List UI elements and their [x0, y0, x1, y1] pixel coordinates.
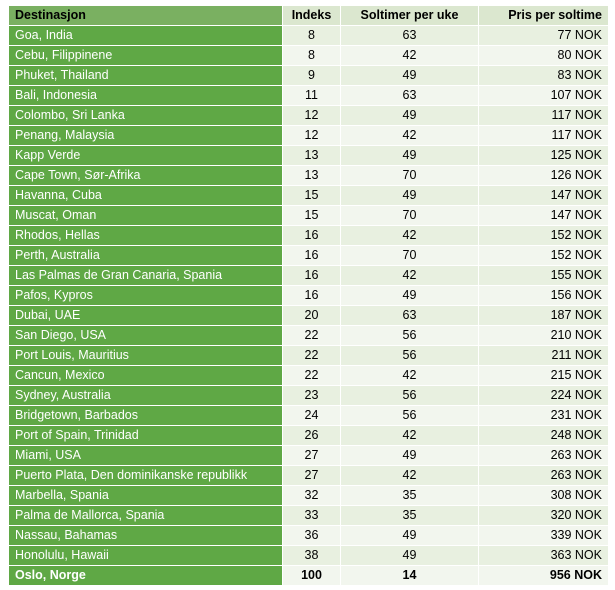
cell-price: 263 NOK	[479, 466, 609, 486]
cell-destination: Pafos, Kypros	[9, 286, 283, 306]
cell-price: 339 NOK	[479, 526, 609, 546]
cell-destination: Dubai, UAE	[9, 306, 283, 326]
cell-destination: Perth, Australia	[9, 246, 283, 266]
cell-destination: Honolulu, Hawaii	[9, 546, 283, 566]
cell-index: 100	[283, 566, 341, 586]
cell-index: 13	[283, 166, 341, 186]
cell-sun-hours: 49	[341, 66, 479, 86]
cell-sun-hours: 56	[341, 406, 479, 426]
cell-sun-hours: 35	[341, 506, 479, 526]
table-row[interactable]	[9, 266, 609, 286]
cell-index: 11	[283, 86, 341, 106]
cell-index: 15	[283, 186, 341, 206]
cell-price: 107 NOK	[479, 86, 609, 106]
table-row[interactable]	[9, 306, 609, 326]
cell-destination: Cebu, Filippinene	[9, 46, 283, 66]
cell-sun-hours: 49	[341, 146, 479, 166]
cell-sun-hours: 49	[341, 106, 479, 126]
cell-price: 211 NOK	[479, 346, 609, 366]
cell-index: 12	[283, 106, 341, 126]
cell-destination: Bali, Indonesia	[9, 86, 283, 106]
cell-destination: Port of Spain, Trinidad	[9, 426, 283, 446]
cell-index: 12	[283, 126, 341, 146]
cell-index: 16	[283, 226, 341, 246]
cell-index: 33	[283, 506, 341, 526]
cell-price: 117 NOK	[479, 106, 609, 126]
cell-sun-hours: 14	[341, 566, 479, 586]
cell-destination: Kapp Verde	[9, 146, 283, 166]
table-row[interactable]	[9, 166, 609, 186]
cell-destination: Port Louis, Mauritius	[9, 346, 283, 366]
cell-price: 308 NOK	[479, 486, 609, 506]
table-row[interactable]	[9, 366, 609, 386]
cell-index: 15	[283, 206, 341, 226]
cell-index: 22	[283, 346, 341, 366]
cell-destination: Colombo, Sri Lanka	[9, 106, 283, 126]
cell-index: 16	[283, 286, 341, 306]
cell-price: 210 NOK	[479, 326, 609, 346]
table-row[interactable]	[9, 446, 609, 466]
cell-price: 215 NOK	[479, 366, 609, 386]
cell-index: 8	[283, 46, 341, 66]
cell-destination: Cancun, Mexico	[9, 366, 283, 386]
header-index[interactable]: Indeks	[283, 6, 341, 26]
cell-sun-hours: 42	[341, 426, 479, 446]
cell-destination: Havanna, Cuba	[9, 186, 283, 206]
cell-sun-hours: 49	[341, 526, 479, 546]
cell-destination: Oslo, Norge	[9, 566, 283, 586]
table-row[interactable]	[9, 106, 609, 126]
cell-index: 9	[283, 66, 341, 86]
cell-index: 26	[283, 426, 341, 446]
cell-destination: Nassau, Bahamas	[9, 526, 283, 546]
table-row[interactable]	[9, 346, 609, 366]
header-sun-hours[interactable]: Soltimer per uke	[341, 6, 479, 26]
cell-price: 152 NOK	[479, 226, 609, 246]
table-row[interactable]	[9, 406, 609, 426]
cell-destination: Puerto Plata, Den dominikanske republikk	[9, 466, 283, 486]
table-row[interactable]	[9, 66, 609, 86]
table-row[interactable]	[9, 246, 609, 266]
table-row[interactable]	[9, 386, 609, 406]
table-row[interactable]	[9, 546, 609, 566]
cell-price: 263 NOK	[479, 446, 609, 466]
cell-sun-hours: 63	[341, 86, 479, 106]
cell-index: 38	[283, 546, 341, 566]
cell-index: 22	[283, 366, 341, 386]
cell-sun-hours: 49	[341, 546, 479, 566]
cell-sun-hours: 63	[341, 26, 479, 46]
cell-price: 363 NOK	[479, 546, 609, 566]
cell-index: 27	[283, 446, 341, 466]
cell-destination: Palma de Mallorca, Spania	[9, 506, 283, 526]
cell-price: 152 NOK	[479, 246, 609, 266]
cell-price: 77 NOK	[479, 26, 609, 46]
table-row[interactable]	[9, 506, 609, 526]
cell-sun-hours: 49	[341, 286, 479, 306]
cell-destination: Marbella, Spania	[9, 486, 283, 506]
cell-index: 36	[283, 526, 341, 546]
table-row[interactable]	[9, 486, 609, 506]
header-row	[9, 6, 609, 26]
cell-destination: Penang, Malaysia	[9, 126, 283, 146]
table-header	[9, 6, 609, 26]
cell-sun-hours: 70	[341, 166, 479, 186]
cell-sun-hours: 35	[341, 486, 479, 506]
cell-sun-hours: 42	[341, 226, 479, 246]
cell-destination: Cape Town, Sør-Afrika	[9, 166, 283, 186]
cell-price: 187 NOK	[479, 306, 609, 326]
cell-sun-hours: 42	[341, 466, 479, 486]
cell-destination: Miami, USA	[9, 446, 283, 466]
cell-destination: Rhodos, Hellas	[9, 226, 283, 246]
cell-price: 147 NOK	[479, 186, 609, 206]
table-row[interactable]	[9, 186, 609, 206]
cell-sun-hours: 42	[341, 126, 479, 146]
cell-price: 83 NOK	[479, 66, 609, 86]
cell-sun-hours: 49	[341, 186, 479, 206]
cell-price: 248 NOK	[479, 426, 609, 446]
cell-price: 956 NOK	[479, 566, 609, 586]
cell-price: 80 NOK	[479, 46, 609, 66]
sun-price-table-container	[8, 5, 608, 586]
cell-destination: Phuket, Thailand	[9, 66, 283, 86]
cell-sun-hours: 56	[341, 346, 479, 366]
header-destination[interactable]: Destinasjon	[9, 6, 283, 26]
cell-price: 126 NOK	[479, 166, 609, 186]
table-row[interactable]	[9, 86, 609, 106]
cell-sun-hours: 63	[341, 306, 479, 326]
sun-price-table	[8, 5, 609, 586]
table-row[interactable]	[9, 126, 609, 146]
cell-price: 125 NOK	[479, 146, 609, 166]
cell-destination: Muscat, Oman	[9, 206, 283, 226]
table-body	[9, 26, 609, 586]
table-row[interactable]	[9, 146, 609, 166]
table-row[interactable]	[9, 206, 609, 226]
cell-sun-hours: 70	[341, 206, 479, 226]
cell-sun-hours: 42	[341, 366, 479, 386]
table-row[interactable]	[9, 326, 609, 346]
cell-index: 23	[283, 386, 341, 406]
cell-index: 32	[283, 486, 341, 506]
cell-sun-hours: 42	[341, 266, 479, 286]
cell-destination: San Diego, USA	[9, 326, 283, 346]
table-row[interactable]	[9, 26, 609, 46]
cell-index: 27	[283, 466, 341, 486]
cell-sun-hours: 56	[341, 326, 479, 346]
cell-price: 231 NOK	[479, 406, 609, 426]
cell-index: 22	[283, 326, 341, 346]
header-price[interactable]: Pris per soltime	[479, 6, 609, 26]
table-row[interactable]	[9, 286, 609, 306]
cell-index: 16	[283, 266, 341, 286]
table-row[interactable]	[9, 46, 609, 66]
cell-price: 320 NOK	[479, 506, 609, 526]
table-row[interactable]	[9, 426, 609, 446]
cell-price: 155 NOK	[479, 266, 609, 286]
cell-sun-hours: 70	[341, 246, 479, 266]
cell-destination: Sydney, Australia	[9, 386, 283, 406]
cell-sun-hours: 49	[341, 446, 479, 466]
cell-index: 13	[283, 146, 341, 166]
cell-price: 224 NOK	[479, 386, 609, 406]
cell-index: 20	[283, 306, 341, 326]
cell-price: 117 NOK	[479, 126, 609, 146]
cell-destination: Bridgetown, Barbados	[9, 406, 283, 426]
table-row[interactable]	[9, 526, 609, 546]
cell-price: 156 NOK	[479, 286, 609, 306]
table-row[interactable]	[9, 466, 609, 486]
cell-index: 16	[283, 246, 341, 266]
cell-index: 8	[283, 26, 341, 46]
cell-destination: Las Palmas de Gran Canaria, Spania	[9, 266, 283, 286]
cell-sun-hours: 56	[341, 386, 479, 406]
cell-sun-hours: 42	[341, 46, 479, 66]
cell-destination: Goa, India	[9, 26, 283, 46]
table-row[interactable]	[9, 226, 609, 246]
cell-price: 147 NOK	[479, 206, 609, 226]
table-row-reference[interactable]	[9, 566, 609, 586]
cell-index: 24	[283, 406, 341, 426]
